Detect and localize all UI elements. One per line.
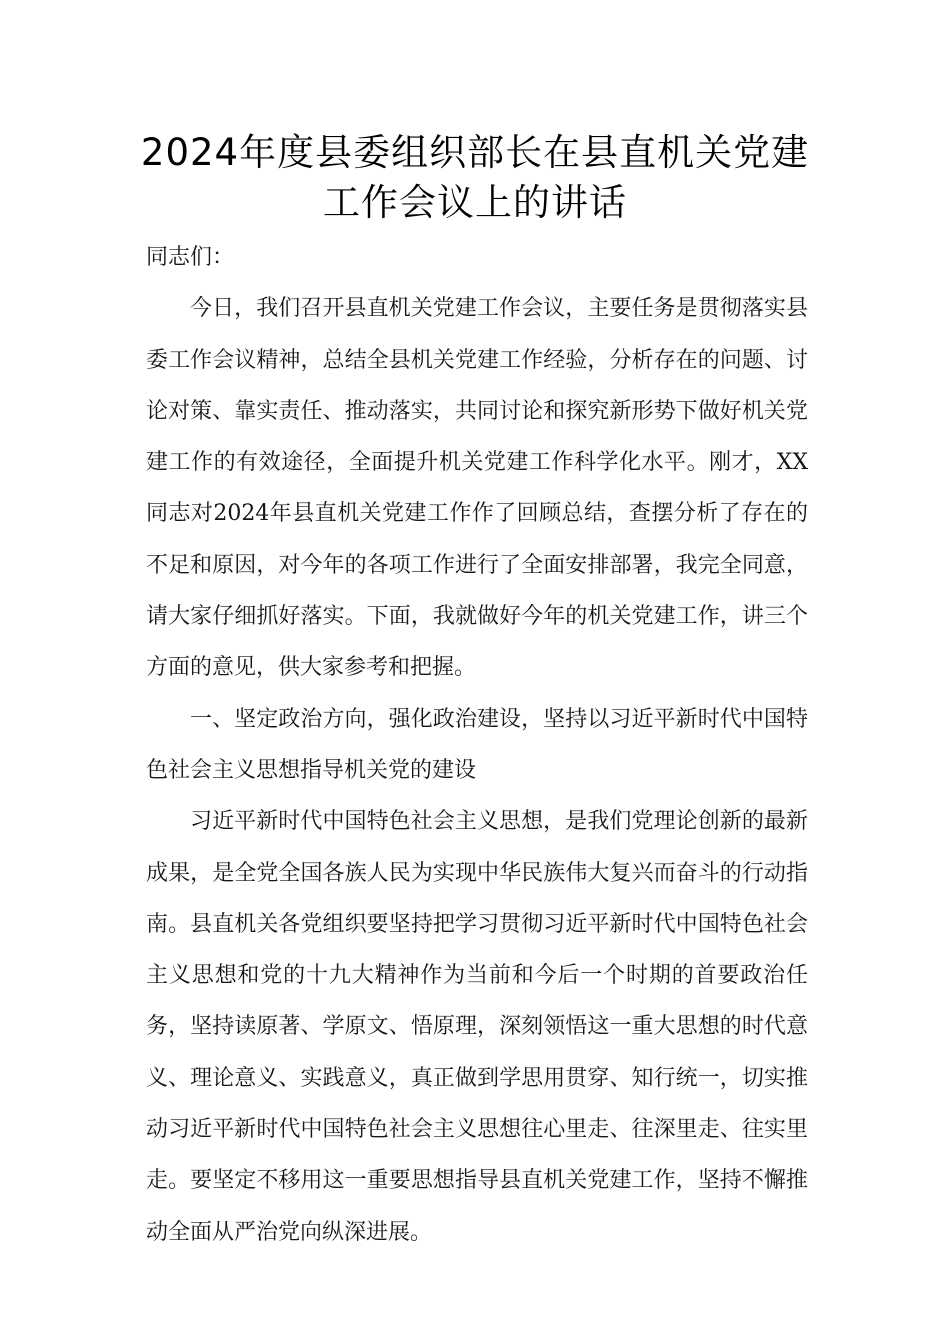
section-heading-1: 一、坚定政治方向，强化政治建设，坚持以习近平新时代中国特色社会主义思想指导机关党的建设 [146,706,808,783]
paragraph-section-1: 习近平新时代中国特色社会主义思想，是我们党理论创新的最新成果，是全党全国各族人民为实现中华民族伟大复兴而奋斗的行动指南。县直机关各党组织要坚持把学习贯彻习近平新时代中国特色社会主义思想和党的十九大精神作为当前和今后一个时期的首要政治任务，坚持读原著、学原文、悟原理，深刻领悟这一重大思想的时代意义、理论意义、实践意义，真正做到学思用贯穿、知行统一，切实推动习近平新时代中国特色社会主义思想往心里走、往深里走、往实里走。要坚定不移用这一重要思想指导县直机关党建工作，坚持不懈推动全面从严治党向纵深进展。 [146,809,808,1245]
title-line-2: 工作会议上的讲话 [323,181,627,224]
paragraph-opening: 今日，我们召开县直机关党建工作会议，主要任务是贯彻落实县委工作会议精神，总结全县机关党建工作经验，分析存在的问题、讨论对策、靠实责任、推动落实，共同讨论和探究新形势下做好机关党建工作的有效途径，全面提升机关党建工作科学化水平。刚才，XX同志对2024年县直机关党建工作作了回顾总结，查摆分析了存在的不足和原因，对今年的各项工作进行了全面安排部署，我完全同意，请大家仔细抓好落实。下面，我就做好今年的机关党建工作，讲三个方面的意见，供大家参考和把握。 [146,296,808,681]
document-body [146,232,808,1258]
title-line-1: 2024年度县委组织部长在县直机关党建 [140,131,810,174]
document-title [120,128,830,228]
salutation: 同志们： [146,245,235,270]
